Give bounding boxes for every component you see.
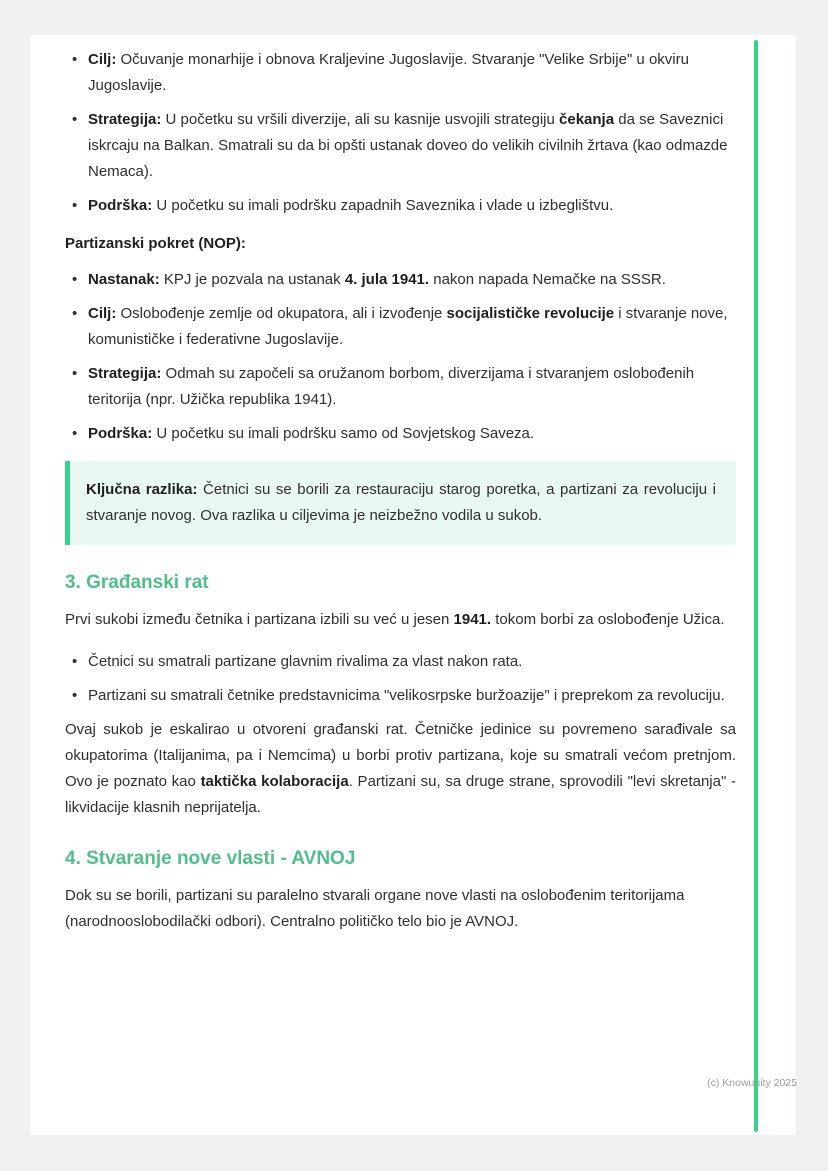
partizani-heading: Partizanski pokret (NOP): — [65, 235, 246, 252]
section-heading-avnoj: 4. Stvaranje nove vlasti - AVNOJ — [65, 848, 356, 869]
paragraph-eskalacija: Ovaj sukob je eskalirao u otvoreni građanski rat. Četničke jedinice su povremeno sarađivale sa okupatorima (Italijanima, pa i Nemcima) u borbi protiv partizana, koje su smatrali većom pretnjom. Ovo je poznato kao taktička kolaboracija. Partizani su, sa druge strane, sprovodili "levi skretanja" - likvidacije klasnih neprijatelja. — [65, 721, 736, 816]
document-content — [30, 35, 796, 935]
key-difference-callout — [65, 461, 736, 545]
list-item-podrska: • Podrška: U početku su imali podršku zapadnih Saveznika i vlade u izbeglištvu. — [65, 193, 736, 219]
copyright-watermark: (c) Knowunity 2025 — [707, 1077, 797, 1089]
list-item-partizani-stav: • Partizani su smatrali četnike predstavnicima "velikosrpske buržoazije" i preprekom za revoluciju. — [65, 683, 736, 709]
list-item-cetnici-stav: • Četnici su smatrali partizane glavnim rivalima za vlast nakon rata. — [65, 649, 736, 675]
callout-text: Ključna razlika: Četnici su se borili za restauraciju starog poretka, a partizani za revoluciju i stvaranje novog. Ova razlika u ciljevima je neizbežno vodila u sukob. — [86, 481, 716, 524]
vertical-accent-bar — [754, 40, 758, 1132]
partizani-bullet-list — [65, 267, 736, 447]
gradjanski-rat-bullet-list — [65, 649, 736, 709]
paragraph-avnoj: Dok su se borili, partizani su paralelno stvarali organe nove vlasti na oslobođenim teritorijama (narodnooslobodilački odbori). Centralno političko telo bio je AVNOJ. — [65, 887, 685, 930]
list-item-strategija: • Strategija: U početku su vršili diverzije, ali su kasnije usvojili strategiju čekanja da se Saveznici iskrcaju na Balkan. Smatrali su da bi opšti ustanak doveo do velikih civilnih žrtava (kao odmazde Nemaca). — [65, 107, 736, 185]
section-heading-gradjanski-rat: 3. Građanski rat — [65, 572, 209, 593]
list-item-cilj: • Cilj: Oslobođenje zemlje od okupatora, ali i izvođenje socijalističke revolucije i stvaranje nove, komunističke i federativne Jugoslavije. — [65, 301, 736, 353]
list-item-strategija: • Strategija: Odmah su započeli sa oružanom borbom, diverzijama i stvaranjem oslobođenih teritorija (npr. Užička republika 1941). — [65, 361, 736, 413]
paragraph-prvi-sukobi: Prvi sukobi između četnika i partizana izbili su već u jesen 1941. tokom borbi za oslobođenje Užica. — [65, 611, 725, 628]
document-page — [30, 35, 796, 1135]
cetnici-bullet-list — [65, 47, 736, 219]
list-item-podrska: • Podrška: U početku su imali podršku samo od Sovjetskog Saveza. — [65, 421, 736, 447]
list-item-nastanak: • Nastanak: KPJ je pozvala na ustanak 4. jula 1941. nakon napada Nemačke na SSSR. — [65, 267, 736, 293]
list-item-cilj: • Cilj: Očuvanje monarhije i obnova Kraljevine Jugoslavije. Stvaranje "Velike Srbije" u okviru Jugoslavije. — [65, 47, 736, 99]
